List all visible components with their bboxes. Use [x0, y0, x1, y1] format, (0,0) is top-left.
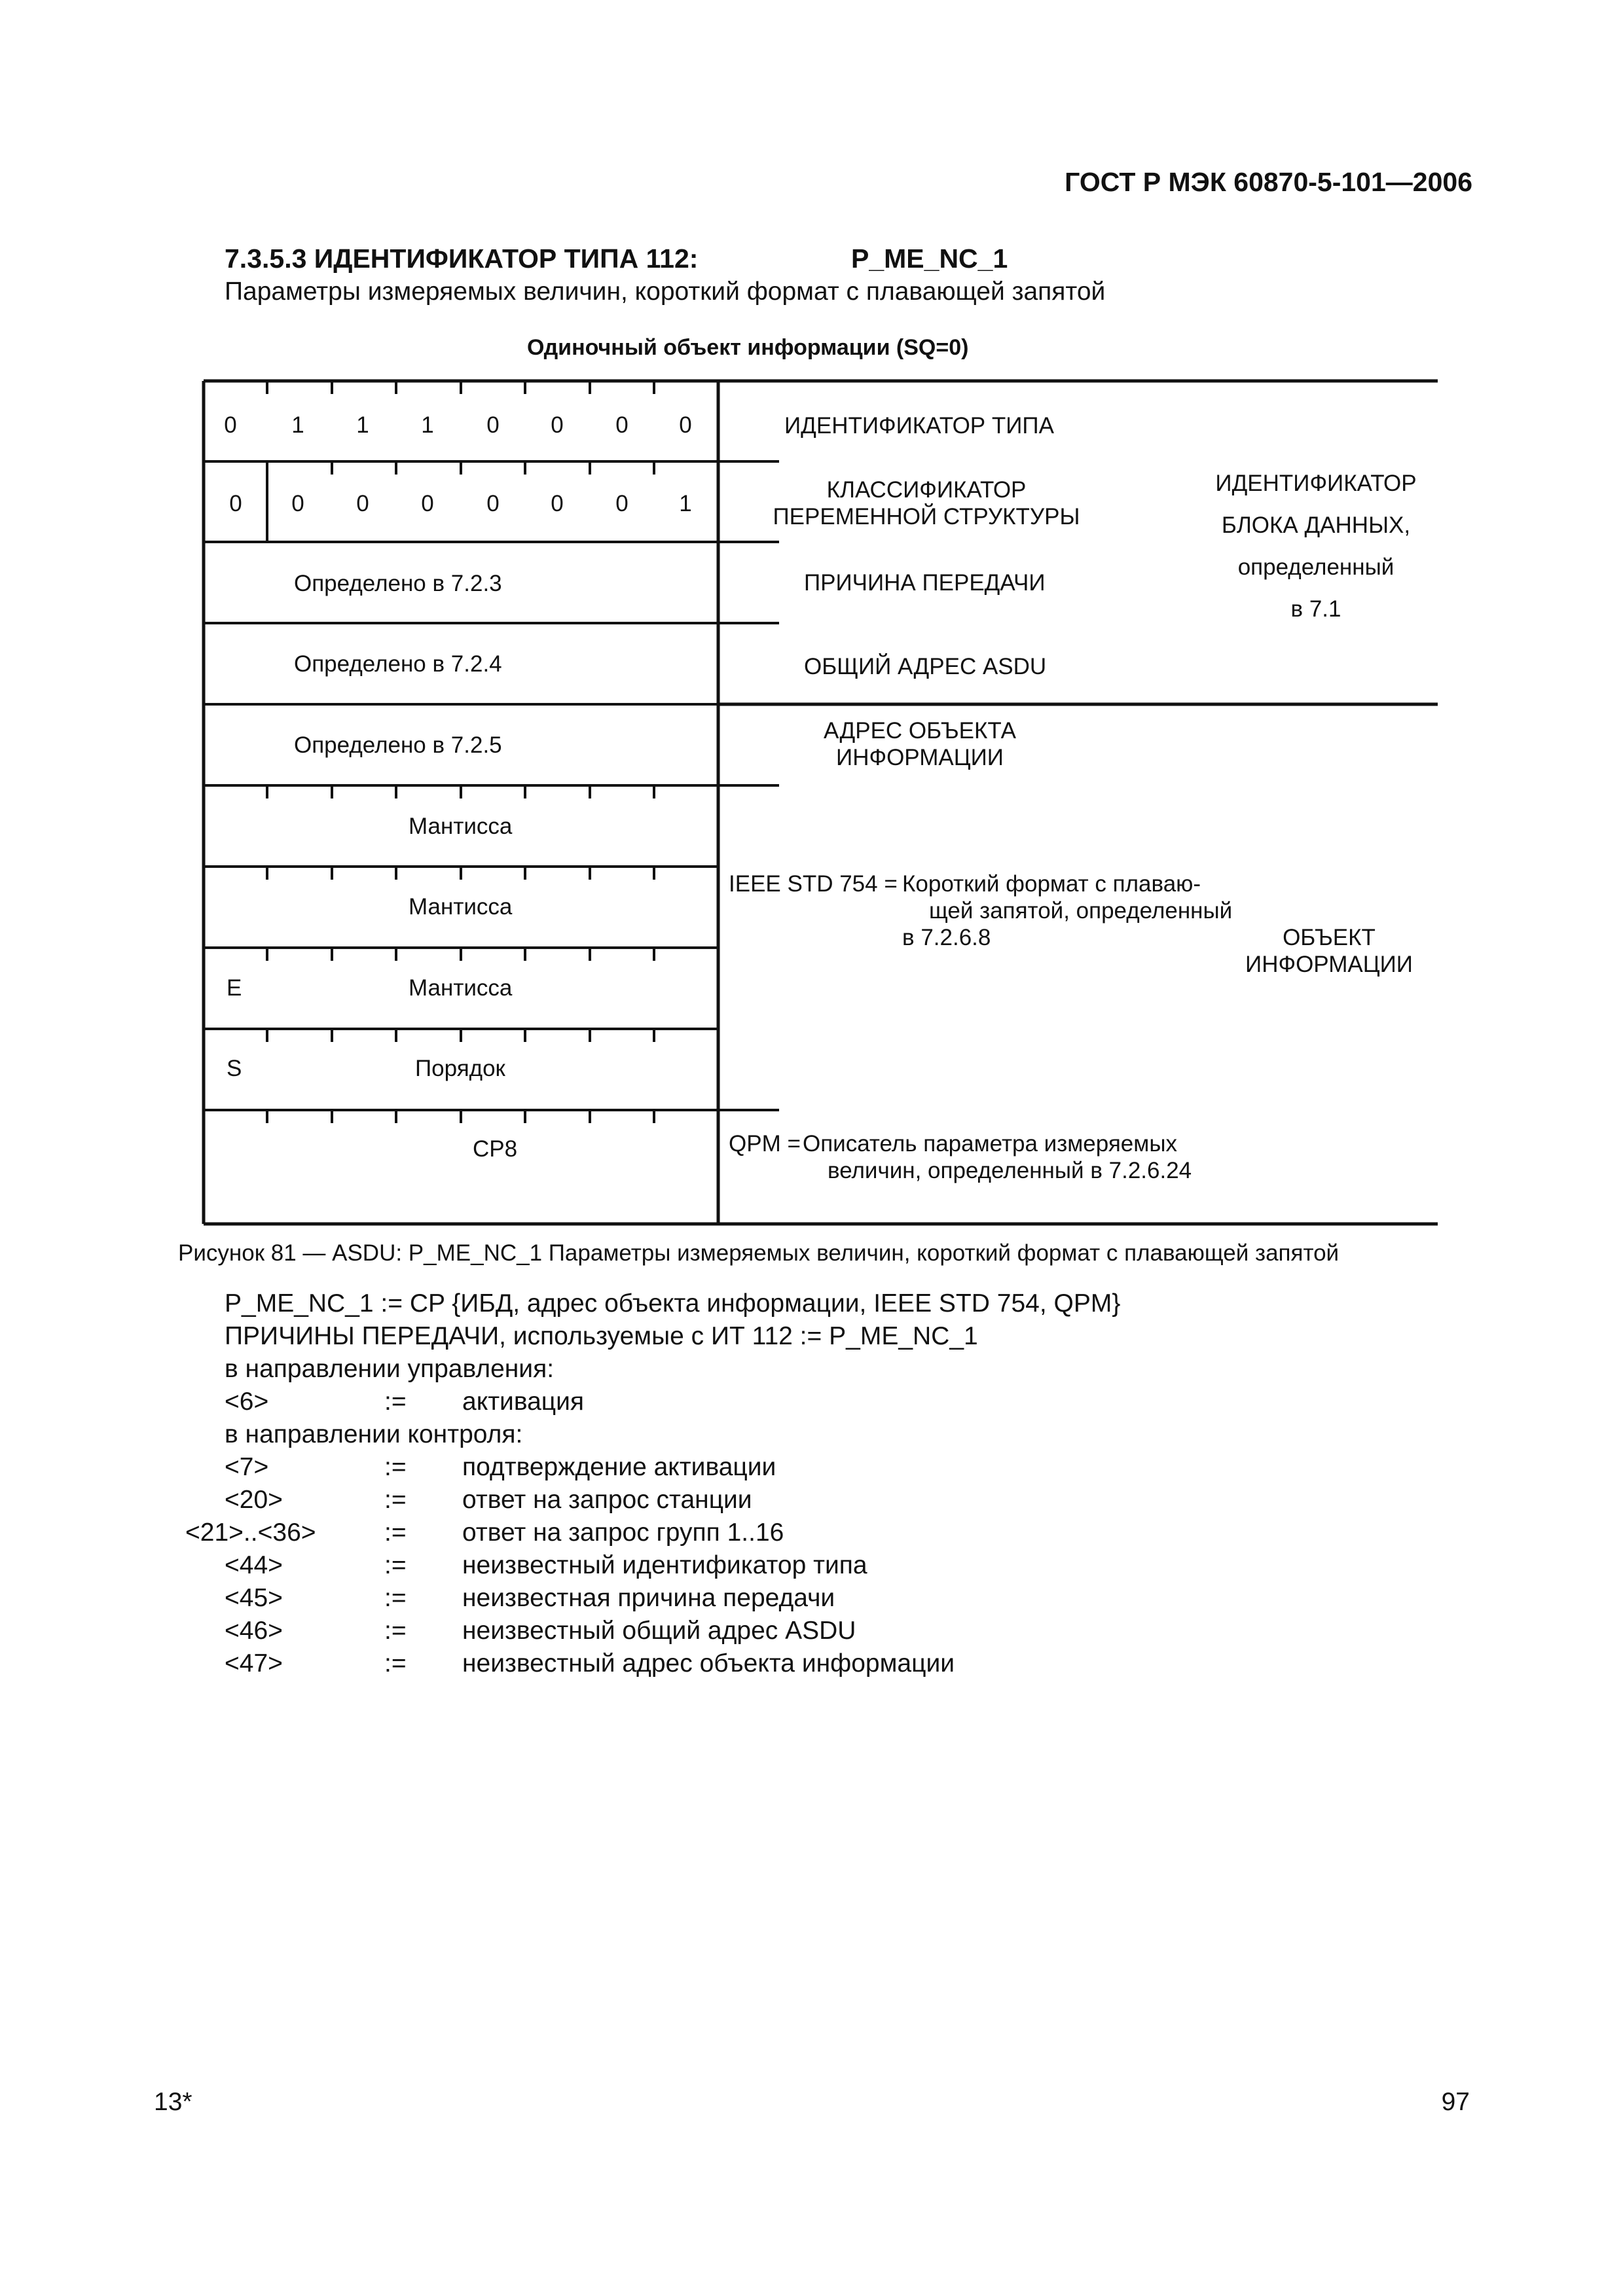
- control-direction-heading: в направлении управления:: [225, 1355, 555, 1383]
- footer-sheet-mark: 13*: [154, 2088, 192, 2116]
- cp8-cell: CP8: [473, 1136, 518, 1162]
- causes-line: ПРИЧИНЫ ПЕРЕДАЧИ, используемые с ИТ 112 := P_ME_NC_1: [225, 1322, 978, 1350]
- cause-desc: неизвестная причина передачи: [462, 1584, 835, 1612]
- exponent-bit-label: E: [227, 975, 242, 1001]
- cause-code: <21>..<36>: [185, 1518, 316, 1547]
- assign-op: :=: [384, 1388, 407, 1416]
- desc-line: ИНФОРМАЦИИ: [1245, 952, 1413, 977]
- assign-op: :=: [384, 1518, 407, 1547]
- cause-desc: ответ на запрос станции: [462, 1486, 752, 1514]
- desc-line: Описатель параметра измеряемых: [803, 1131, 1177, 1157]
- mantissa-cell: Мантисса: [409, 814, 513, 839]
- cause-code: <7>: [225, 1453, 269, 1481]
- type-id-desc: ИДЕНТИФИКАТОР ТИПА: [784, 413, 1054, 439]
- desc-line: БЛОКА ДАННЫХ,: [1221, 512, 1411, 538]
- cause-of-transmission-cell: Определено в 7.2.3: [294, 571, 502, 596]
- common-address-cell: Определено в 7.2.4: [294, 651, 502, 677]
- desc-line: Короткий формат с плаваю-: [902, 871, 1201, 897]
- figure-caption-top: Одиночный объект информации (SQ=0): [527, 335, 969, 360]
- assign-op: :=: [384, 1551, 407, 1579]
- qpm-label: QPM =: [729, 1131, 801, 1157]
- cause-desc: неизвестный идентификатор типа: [462, 1551, 867, 1579]
- cause-code: <46>: [225, 1617, 283, 1645]
- order-cell: Порядок: [415, 1056, 505, 1081]
- bit-cell: 1: [679, 491, 692, 516]
- desc-line: ИНФОРМАЦИИ: [836, 745, 1004, 770]
- ieee-desc: [902, 870, 1232, 951]
- assign-op: :=: [384, 1453, 407, 1481]
- figure-caption: Рисунок 81 — ASDU: P_ME_NC_1 Параметры измеряемых величин, короткий формат с плавающей запятой: [178, 1240, 1340, 1266]
- bit-cell: 1: [291, 412, 304, 438]
- desc-line: в 7.2.6.8: [902, 925, 991, 950]
- cause-code: <20>: [225, 1486, 283, 1514]
- assign-op: :=: [384, 1486, 407, 1514]
- common-address-desc: ОБЩИЙ АДРЕС ASDU: [804, 654, 1047, 679]
- section-code: P_ME_NC_1: [851, 243, 1008, 274]
- bit-cell: 1: [421, 412, 434, 438]
- bit-cell: 0: [486, 412, 500, 438]
- desc-line: щей запятой, определенный: [929, 898, 1233, 924]
- ieee-label: IEEE STD 754 =: [729, 871, 898, 897]
- desc-line: в 7.1: [1290, 596, 1341, 622]
- bit-cell: 0: [291, 491, 304, 516]
- bit-cell: 0: [486, 491, 500, 516]
- bit-cell: 0: [421, 491, 434, 516]
- desc-line: АДРЕС ОБЪЕКТА: [824, 718, 1016, 744]
- bit-cell: 0: [551, 491, 564, 516]
- qpm-desc: [803, 1130, 1192, 1184]
- desc-line: определенный: [1237, 554, 1395, 580]
- assign-op: :=: [384, 1649, 407, 1677]
- bit-cell: 0: [551, 412, 564, 438]
- bit-cell: 0: [615, 412, 629, 438]
- section-title: 7.3.5.3 ИДЕНТИФИКАТОР ТИПА 112:: [225, 243, 699, 274]
- cause-desc: подтверждение активации: [462, 1453, 776, 1481]
- bit-cell: 1: [356, 412, 369, 438]
- cause-desc: неизвестный общий адрес ASDU: [462, 1617, 856, 1645]
- cause-desc: активация: [462, 1388, 585, 1416]
- cause-code: <45>: [225, 1584, 283, 1612]
- page-number: 97: [1441, 2088, 1470, 2116]
- object-address-cell: Определено в 7.2.5: [294, 732, 502, 758]
- cause-desc: неизвестный адрес объекта информации: [462, 1649, 955, 1677]
- bit-cell: 0: [224, 412, 237, 438]
- mantissa-cell: Мантисса: [409, 975, 513, 1001]
- desc-line: ПЕРЕМЕННОЙ СТРУКТУРЫ: [773, 504, 1080, 529]
- standard-header: ГОСТ Р МЭК 60870-5-101—2006: [1065, 167, 1472, 197]
- cause-code: <47>: [225, 1649, 283, 1677]
- cause-code: <6>: [225, 1388, 269, 1416]
- desc-line: ИДЕНТИФИКАТОР: [1215, 471, 1417, 496]
- information-object-label: [1231, 924, 1427, 978]
- mantissa-cell: Мантисса: [409, 894, 513, 920]
- section-subtitle: Параметры измеряемых величин, короткий формат с плавающей запятой: [225, 278, 1106, 306]
- desc-line: ОБЪЕКТ: [1283, 925, 1376, 950]
- cause-desc: ПРИЧИНА ПЕРЕДАЧИ: [804, 570, 1046, 596]
- assign-op: :=: [384, 1617, 407, 1645]
- bit-cell: 0: [679, 412, 692, 438]
- cause-desc: ответ на запрос групп 1..16: [462, 1518, 784, 1547]
- object-address-desc: [809, 717, 1031, 771]
- desc-line: величин, определенный в 7.2.6.24: [828, 1158, 1192, 1183]
- desc-line: КЛАССИФИКАТОР: [826, 477, 1027, 503]
- sign-bit-label: S: [227, 1056, 242, 1081]
- bit-cell: 0: [229, 491, 242, 516]
- monitor-direction-heading: в направлении контроля:: [225, 1420, 523, 1448]
- variable-structure-desc: [769, 476, 1084, 530]
- assign-op: :=: [384, 1584, 407, 1612]
- bit-cell: 0: [615, 491, 629, 516]
- bit-cell: 0: [356, 491, 369, 516]
- data-unit-id-label: [1192, 463, 1440, 630]
- definition-line: P_ME_NC_1 := CP {ИБД, адрес объекта информации, IEEE STD 754, QPM}: [225, 1289, 1121, 1318]
- cause-code: <44>: [225, 1551, 283, 1579]
